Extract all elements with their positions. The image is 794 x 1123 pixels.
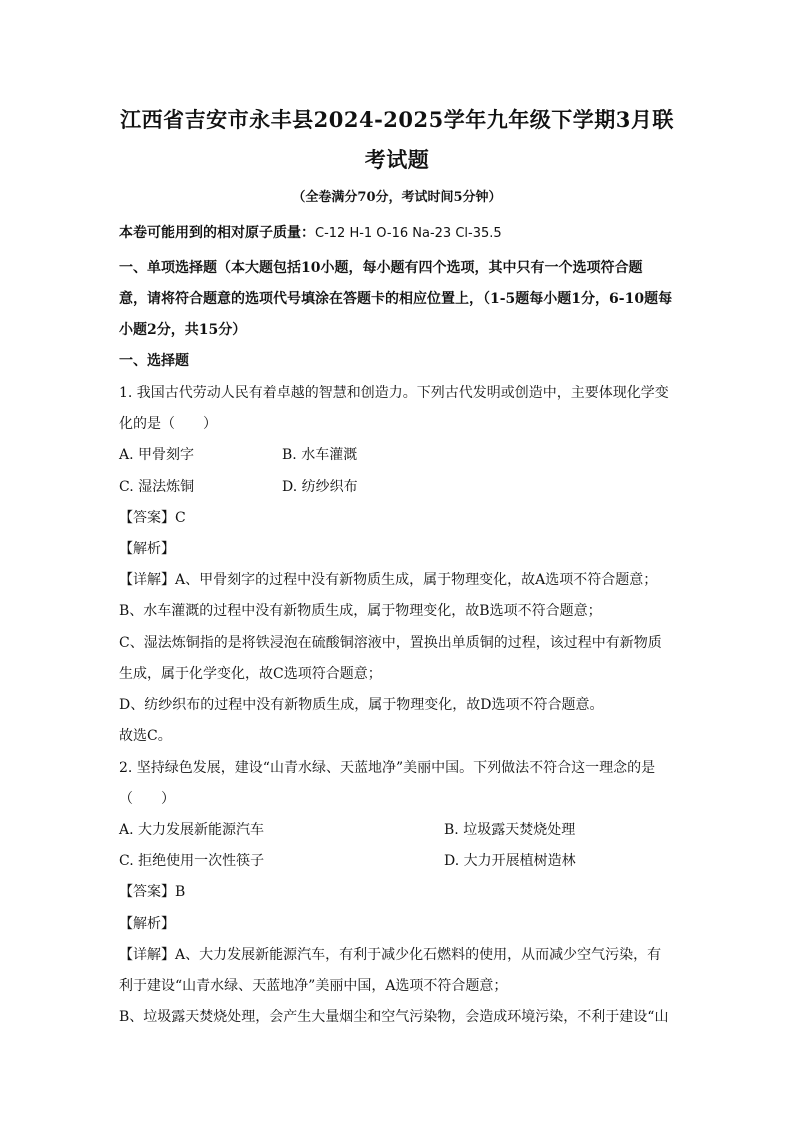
q1-stem-line2: 化的是（ ） [119,416,217,432]
q2-analysis-label: 【解析】 [119,916,175,932]
q2-option-d: D. 大力开展植树造林 [444,853,576,869]
q2-detail-line3: B、垃圾露天焚烧处理，会产生大量烟尘和空气污染物，会造成环境污染，不利于建设“山 [119,1009,669,1025]
q2-detail-line1: 【详解】A、大力发展新能源汽车，有利于减少化石燃料的使用，从而减少空气污染，有 [119,947,662,963]
q2-answer: 【答案】B [119,884,186,900]
q1-option-d: D. 纺纱织布 [282,479,358,495]
q1-detail-line3: C、湿法炼铜指的是将铁浸泡在硫酸铜溶液中，置换出单质铜的过程，该过程中有新物质 [119,635,662,651]
q2-option-c: C. 拒绝使用一次性筷子 [119,853,265,869]
q1-detail-line2: B、水车灌溉的过程中没有新物质生成，属于物理变化，故B选项不符合题意； [119,603,602,619]
q1-analysis-label: 【解析】 [119,541,175,557]
q1-option-b: B. 水车灌溉 [282,447,358,463]
q1-detail-line4: 生成，属于化学变化，故C选项符合题意； [119,666,382,682]
document-title-line2: 考试题 [364,147,430,172]
q1-detail-line5: D、纺纱织布的过程中没有新物质生成，属于物理变化，故D选项不符合题意。 [119,697,604,713]
q2-stem-line1: 2. 坚持绿色发展，建设“山青水绿、天蓝地净”美丽中国。下列做法不符合这一理念的是 [119,760,656,776]
q1-option-c: C. 湿法炼铜 [119,479,195,495]
q1-conclusion: 故选C。 [119,728,172,744]
atomic-mass-values: C-12 H-1 O-16 Na-23 Cl-35.5 [315,226,502,241]
exam-info: （全卷满分70分，考试时间5分钟） [292,190,502,205]
q2-option-b: B. 垃圾露天焚烧处理 [444,822,576,838]
section-heading-line3: 小题2分，共15分） [119,322,247,338]
section-subheading: 一、选择题 [119,353,189,369]
section-heading-line2: 意，请将符合题意的选项代号填涂在答题卡的相应位置上，（1-5题每小题1分，6-10题每 [119,291,673,307]
q2-stem-line2: （ ） [119,791,175,807]
section-heading-line1: 一、单项选择题（本大题包括10小题，每小题有四个选项，其中只有一个选项符合题 [119,260,643,276]
atomic-mass-line [119,223,679,244]
document-title-line1: 江西省吉安市永丰县2024-2025学年九年级下学期3月联 [120,107,674,132]
q1-option-a: A. 甲骨刻字 [119,447,195,463]
atomic-mass-label: 本卷可能用到的相对原子质量： [119,225,315,241]
q1-detail-line1: 【详解】A、甲骨刻字的过程中没有新物质生成，属于物理变化，故A选项不符合题意； [119,572,658,588]
q2-detail-line2: 利于建设“山青水绿、天蓝地净”美丽中国，A选项不符合题意； [119,978,508,994]
q1-answer: 【答案】C [119,510,186,526]
q2-option-a: A. 大力发展新能源汽车 [119,822,265,838]
q1-stem-line1: 1. 我国古代劳动人民有着卓越的智慧和创造力。下列古代发明或创造中，主要体现化学变 [119,385,669,401]
